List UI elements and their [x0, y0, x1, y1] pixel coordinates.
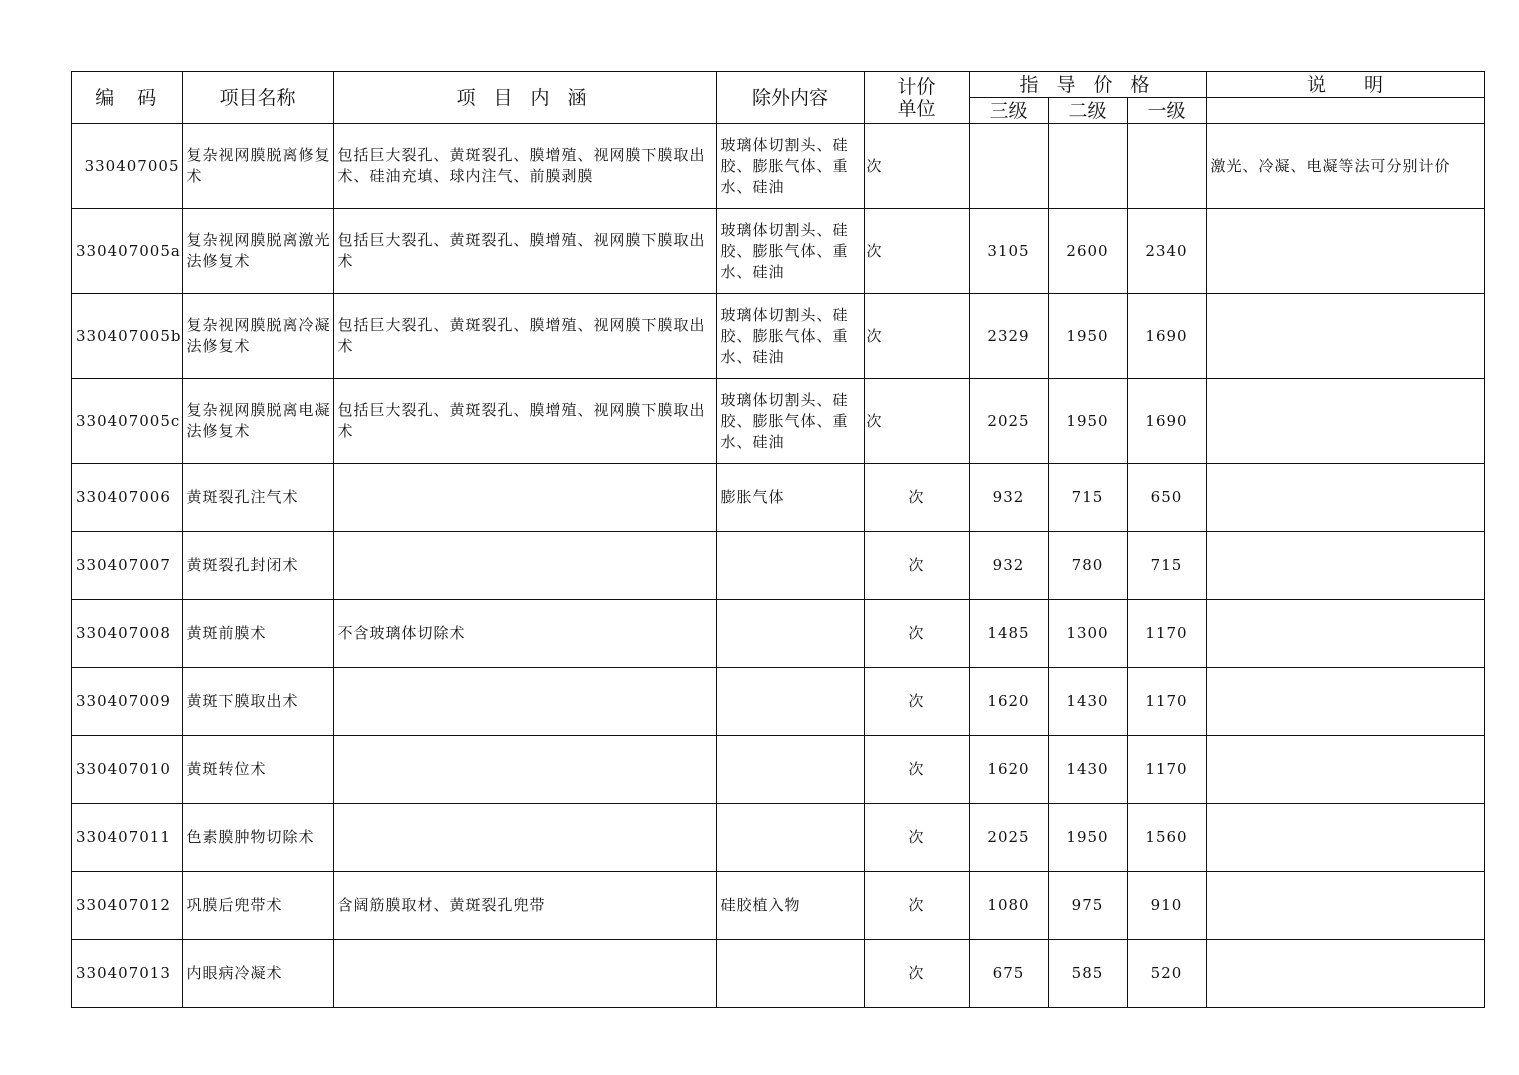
cell-code: 330407007 — [72, 532, 183, 600]
header-level3: 三级 — [969, 98, 1048, 124]
cell-price-level3: 932 — [969, 464, 1048, 532]
cell-price-level3: 2025 — [969, 379, 1048, 464]
cell-exclusions — [716, 804, 864, 872]
price-table — [71, 71, 1485, 1008]
cell-name: 巩膜后兜带术 — [182, 872, 333, 940]
cell-content: 含阔筋膜取材、黄斑裂孔兜带 — [333, 872, 716, 940]
cell-content — [333, 940, 716, 1008]
cell-note — [1206, 209, 1484, 294]
cell-price-level3: 2025 — [969, 804, 1048, 872]
cell-name: 复杂视网膜脱离修复术 — [182, 124, 333, 209]
cell-code: 330407012 — [72, 872, 183, 940]
cell-price-level1: 1690 — [1127, 379, 1206, 464]
cell-content: 包括巨大裂孔、黄斑裂孔、膜增殖、视网膜下膜取出术 — [333, 294, 716, 379]
cell-content: 包括巨大裂孔、黄斑裂孔、膜增殖、视网膜下膜取出术 — [333, 379, 716, 464]
cell-price-level2: 1950 — [1048, 379, 1127, 464]
cell-price-level2: 585 — [1048, 940, 1127, 1008]
cell-price-level2: 975 — [1048, 872, 1127, 940]
cell-exclusions: 膨胀气体 — [716, 464, 864, 532]
cell-code: 330407005 — [72, 124, 183, 209]
cell-price-level2: 1950 — [1048, 804, 1127, 872]
cell-price-level1 — [1127, 124, 1206, 209]
cell-note: 激光、冷凝、电凝等法可分别计价 — [1206, 124, 1484, 209]
cell-price-level1: 715 — [1127, 532, 1206, 600]
cell-unit: 次 — [864, 736, 969, 804]
cell-exclusions — [716, 736, 864, 804]
cell-price-level3: 1620 — [969, 736, 1048, 804]
table-row — [72, 736, 1485, 804]
cell-price-level3: 1080 — [969, 872, 1048, 940]
cell-code: 330407006 — [72, 464, 183, 532]
cell-price-level3: 2329 — [969, 294, 1048, 379]
cell-code: 330407005c — [72, 379, 183, 464]
cell-unit: 次 — [864, 294, 969, 379]
table-row — [72, 464, 1485, 532]
table-row — [72, 294, 1485, 379]
cell-unit: 次 — [864, 940, 969, 1008]
cell-note — [1206, 464, 1484, 532]
header-level2: 二级 — [1048, 98, 1127, 124]
cell-content: 不含玻璃体切除术 — [333, 600, 716, 668]
cell-code: 330407005b — [72, 294, 183, 379]
cell-price-level3: 675 — [969, 940, 1048, 1008]
cell-price-level3 — [969, 124, 1048, 209]
cell-code: 330407013 — [72, 940, 183, 1008]
table-row — [72, 379, 1485, 464]
cell-code: 330407008 — [72, 600, 183, 668]
cell-exclusions: 硅胶植入物 — [716, 872, 864, 940]
cell-content — [333, 804, 716, 872]
cell-unit: 次 — [864, 668, 969, 736]
header-note-blank — [1206, 98, 1484, 124]
header-level1: 一级 — [1127, 98, 1206, 124]
cell-note — [1206, 294, 1484, 379]
cell-price-level1: 520 — [1127, 940, 1206, 1008]
table-row — [72, 940, 1485, 1008]
cell-name: 黄斑转位术 — [182, 736, 333, 804]
cell-price-level2: 780 — [1048, 532, 1127, 600]
header-name: 项目名称 — [182, 72, 333, 124]
cell-content — [333, 668, 716, 736]
cell-price-level2: 2600 — [1048, 209, 1127, 294]
cell-price-level2: 1430 — [1048, 668, 1127, 736]
cell-unit: 次 — [864, 209, 969, 294]
cell-price-level2: 715 — [1048, 464, 1127, 532]
header-code: 编 码 — [72, 72, 183, 124]
cell-price-level1: 1170 — [1127, 736, 1206, 804]
table-row — [72, 124, 1485, 209]
table-header — [72, 72, 1485, 124]
cell-price-level3: 1620 — [969, 668, 1048, 736]
header-unit-line2: 单位 — [897, 97, 936, 120]
cell-exclusions: 玻璃体切割头、硅胶、膨胀气体、重水、硅油 — [716, 379, 864, 464]
cell-exclusions — [716, 668, 864, 736]
cell-price-level2 — [1048, 124, 1127, 209]
cell-unit: 次 — [864, 379, 969, 464]
cell-price-level1: 1560 — [1127, 804, 1206, 872]
cell-price-level1: 1170 — [1127, 668, 1206, 736]
cell-unit: 次 — [864, 124, 969, 209]
cell-name: 黄斑下膜取出术 — [182, 668, 333, 736]
cell-note — [1206, 668, 1484, 736]
cell-note — [1206, 804, 1484, 872]
table-row — [72, 600, 1485, 668]
cell-note — [1206, 600, 1484, 668]
cell-name: 复杂视网膜脱离激光法修复术 — [182, 209, 333, 294]
header-content: 项 目 内 涵 — [333, 72, 716, 124]
cell-unit: 次 — [864, 532, 969, 600]
cell-note — [1206, 940, 1484, 1008]
cell-exclusions: 玻璃体切割头、硅胶、膨胀气体、重水、硅油 — [716, 124, 864, 209]
cell-name: 色素膜肿物切除术 — [182, 804, 333, 872]
cell-price-level1: 910 — [1127, 872, 1206, 940]
cell-name: 复杂视网膜脱离电凝法修复术 — [182, 379, 333, 464]
cell-unit: 次 — [864, 464, 969, 532]
cell-exclusions — [716, 940, 864, 1008]
header-note: 说 明 — [1206, 72, 1484, 98]
cell-exclusions: 玻璃体切割头、硅胶、膨胀气体、重水、硅油 — [716, 294, 864, 379]
cell-price-level1: 2340 — [1127, 209, 1206, 294]
cell-note — [1206, 532, 1484, 600]
table-row — [72, 532, 1485, 600]
cell-unit: 次 — [864, 804, 969, 872]
cell-name: 内眼病冷凝术 — [182, 940, 333, 1008]
cell-code: 330407005a — [72, 209, 183, 294]
header-unit — [864, 72, 969, 124]
cell-unit: 次 — [864, 872, 969, 940]
table-row — [72, 804, 1485, 872]
cell-name: 黄斑裂孔封闭术 — [182, 532, 333, 600]
cell-code: 330407010 — [72, 736, 183, 804]
cell-code: 330407009 — [72, 668, 183, 736]
cell-price-level3: 932 — [969, 532, 1048, 600]
cell-price-level1: 650 — [1127, 464, 1206, 532]
cell-name: 黄斑裂孔注气术 — [182, 464, 333, 532]
table-row — [72, 668, 1485, 736]
cell-note — [1206, 736, 1484, 804]
cell-content: 包括巨大裂孔、黄斑裂孔、膜增殖、视网膜下膜取出术、硅油充填、球内注气、前膜剥膜 — [333, 124, 716, 209]
cell-price-level1: 1170 — [1127, 600, 1206, 668]
table-row — [72, 872, 1485, 940]
cell-code: 330407011 — [72, 804, 183, 872]
cell-name: 复杂视网膜脱离冷凝法修复术 — [182, 294, 333, 379]
cell-price-level2: 1430 — [1048, 736, 1127, 804]
table-body — [72, 124, 1485, 1008]
table-row — [72, 209, 1485, 294]
cell-exclusions — [716, 532, 864, 600]
cell-price-level3: 3105 — [969, 209, 1048, 294]
cell-content — [333, 736, 716, 804]
header-unit-line1: 计价 — [897, 75, 936, 98]
cell-note — [1206, 872, 1484, 940]
cell-name: 黄斑前膜术 — [182, 600, 333, 668]
header-exclusions: 除外内容 — [716, 72, 864, 124]
cell-note — [1206, 379, 1484, 464]
cell-content — [333, 464, 716, 532]
cell-price-level2: 1950 — [1048, 294, 1127, 379]
cell-price-level3: 1485 — [969, 600, 1048, 668]
cell-price-level1: 1690 — [1127, 294, 1206, 379]
header-guide-price: 指 导 价 格 — [969, 72, 1206, 98]
cell-content — [333, 532, 716, 600]
cell-exclusions: 玻璃体切割头、硅胶、膨胀气体、重水、硅油 — [716, 209, 864, 294]
cell-unit: 次 — [864, 600, 969, 668]
cell-content: 包括巨大裂孔、黄斑裂孔、膜增殖、视网膜下膜取出术 — [333, 209, 716, 294]
cell-exclusions — [716, 600, 864, 668]
cell-price-level2: 1300 — [1048, 600, 1127, 668]
